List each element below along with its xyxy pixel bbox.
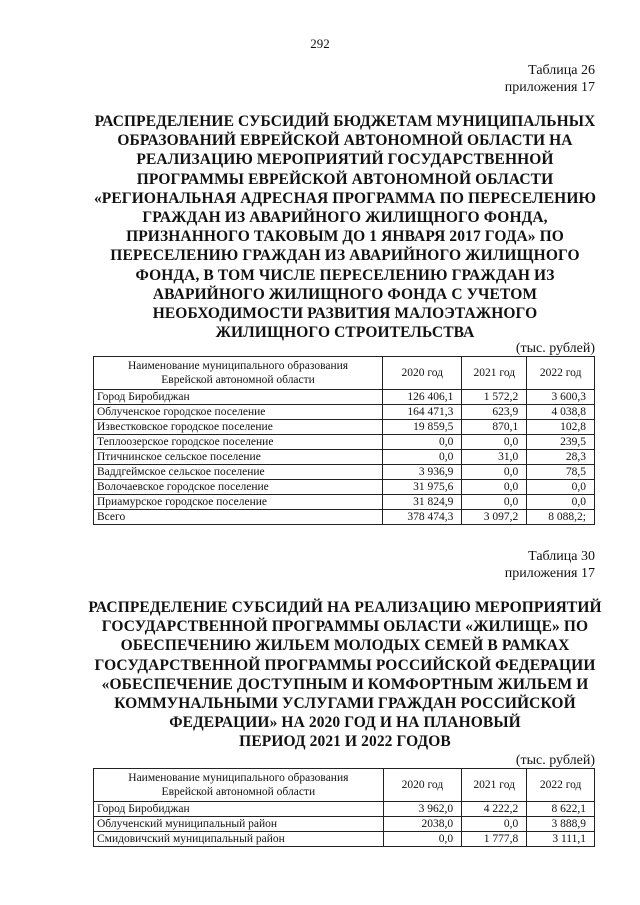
table26-heading-line: АВАРИЙНОГО ЖИЛИЩНОГО ФОНДА С УЧЕТОМ (152, 285, 538, 303)
cell-2021: 3 097,2 (462, 510, 527, 525)
header-name-line2: Еврейской автономной области (161, 786, 316, 798)
header-2020: 2020 год (383, 357, 462, 390)
table30-heading (70, 598, 620, 752)
header-name-line2: Еврейской автономной области (161, 374, 315, 386)
table30-heading-line: ПЕРИОД 2021 И 2022 ГОДОВ (239, 733, 451, 751)
cell-2022: 3 600,3 (527, 390, 595, 405)
table-row (94, 450, 595, 465)
header-name (94, 769, 384, 802)
page-number: 292 (310, 36, 330, 51)
table26 (93, 356, 595, 525)
cell-2021: 0,0 (462, 435, 527, 450)
table30-heading-line: ОБЕСПЕЧЕНИЮ ЖИЛЬЕМ МОЛОДЫХ СЕМЕЙ В РАМКАХ (120, 637, 570, 655)
cell-2020: 3 936,9 (383, 465, 462, 480)
table26-ref-line2: приложения 17 (504, 80, 595, 95)
table-row (94, 802, 595, 817)
cell-2020: 31 975,6 (383, 480, 462, 495)
cell-2022: 102,8 (527, 420, 595, 435)
table26-heading-line: РАСПРЕДЕЛЕНИЕ СУБСИДИЙ БЮДЖЕТАМ МУНИЦИПАЛЬНЫХ (94, 113, 596, 130)
cell-2022: 239,5 (527, 435, 595, 450)
cell-2022: 78,5 (527, 465, 595, 480)
table30-heading-line: ГОСУДАРСТВЕННОЙ ПРОГРАММЫ РОССИЙСКОЙ ФЕДЕРАЦИИ (94, 656, 596, 674)
table26-heading-line: ОБРАЗОВАНИЙ ЕВРЕЙСКОЙ АВТОНОМНОЙ ОБЛАСТИ НА (117, 132, 573, 150)
table26-heading-line: НЕОБХОДИМОСТИ РАЗВИТИЯ МАЛОЭТАЖНОГО (152, 305, 538, 323)
cell-2021: 623,9 (462, 405, 527, 420)
cell-2021: 4 222,2 (462, 802, 527, 817)
cell-2022: 28,3 (527, 450, 595, 465)
cell-name: Птичнинское сельское поселение (94, 450, 383, 465)
cell-2022: 3 888,9 (527, 817, 595, 832)
cell-name: Всего (94, 510, 383, 525)
cell-2022: 8 622,1 (527, 802, 595, 817)
cell-2021: 870,1 (462, 420, 527, 435)
header-2022: 2022 год (527, 769, 595, 802)
table30-units: (тыс. рублей) (515, 753, 595, 768)
table30-heading-line: РАСПРЕДЕЛЕНИЕ СУБСИДИЙ НА РЕАЛИЗАЦИЮ МЕРОПРИЯТИЙ (88, 599, 602, 616)
cell-2021: 0,0 (462, 480, 527, 495)
cell-name: Город Биробиджан (94, 802, 384, 817)
header-name-line1: Наименование муниципального образования (128, 772, 349, 784)
header-name (94, 357, 383, 390)
table-row (94, 832, 595, 847)
cell-name: Ваддгеймское сельское поселение (94, 465, 383, 480)
cell-2022: 0,0 (527, 495, 595, 510)
header-2021: 2021 год (462, 769, 527, 802)
table-row (94, 405, 595, 420)
table26-heading-line: ЖИЛИЩНОГО СТРОИТЕЛЬСТВА (215, 324, 475, 342)
cell-2020: 3 962,0 (383, 802, 461, 817)
header-2021: 2021 год (462, 357, 527, 390)
cell-2021: 0,0 (462, 465, 527, 480)
header-2020: 2020 год (383, 769, 461, 802)
table26-heading-line: «РЕГИОНАЛЬНАЯ АДРЕСНАЯ ПРОГРАММА ПО ПЕРЕСЕЛЕНИЮ (93, 189, 597, 207)
table-row (94, 495, 595, 510)
table-row (94, 510, 595, 525)
cell-name: Смидовичский муниципальный район (94, 832, 384, 847)
table26-units: (тыс. рублей) (515, 341, 595, 356)
cell-2021: 31,0 (462, 450, 527, 465)
cell-2022: 0,0 (527, 480, 595, 495)
cell-2020: 0,0 (383, 450, 462, 465)
cell-2020: 164 471,3 (383, 405, 462, 420)
table26-heading (70, 112, 620, 342)
header-name-line1: Наименование муниципального образования (127, 360, 349, 372)
table26-heading-line: ПЕРЕСЕЛЕНИЮ ГРАЖДАН ИЗ АВАРИЙНОГО ЖИЛИЩНОГО (110, 247, 580, 265)
cell-2020: 2038,0 (383, 817, 461, 832)
table26-heading-line: РЕАЛИЗАЦИЮ МЕРОПРИЯТИЙ ГОСУДАРСТВЕННОЙ (136, 151, 554, 169)
table26-heading-line: ПРОГРАММЫ ЕВРЕЙСКОЙ АВТОНОМНОЙ ОБЛАСТИ (136, 170, 554, 188)
cell-name: Известковское городское поселение (94, 420, 383, 435)
table-row (94, 420, 595, 435)
cell-2020: 126 406,1 (383, 390, 462, 405)
table-row (94, 465, 595, 480)
cell-2020: 31 824,9 (383, 495, 462, 510)
cell-name: Облученский муниципальный район (94, 817, 384, 832)
table30-header-row (94, 769, 595, 802)
cell-2020: 0,0 (383, 832, 461, 847)
cell-2020: 378 474,3 (383, 510, 462, 525)
cell-2021: 1 572,2 (462, 390, 527, 405)
cell-name: Приамурское городское поселение (94, 495, 383, 510)
cell-name: Теплоозерское городское поселение (94, 435, 383, 450)
cell-2021: 0,0 (462, 495, 527, 510)
table26-heading-line: ГРАЖДАН ИЗ АВАРИЙНОГО ЖИЛИЩНОГО ФОНДА, (142, 209, 548, 227)
cell-2020: 0,0 (383, 435, 462, 450)
table26-ref-line1: Таблица 26 (528, 63, 595, 78)
header-2022: 2022 год (527, 357, 595, 390)
cell-2021: 1 777,8 (462, 832, 527, 847)
cell-2022: 3 111,1 (527, 832, 595, 847)
table26-heading-line: ПРИЗНАННОГО ТАКОВЫМ ДО 1 ЯНВАРЯ 2017 ГОДА» ПО (126, 228, 564, 246)
table30-ref-line1: Таблица 30 (528, 549, 595, 564)
table-row (94, 390, 595, 405)
cell-2022: 4 038,8 (527, 405, 595, 420)
cell-2020: 19 859,5 (383, 420, 462, 435)
cell-name: Облученское городское поселение (94, 405, 383, 420)
table-row (94, 817, 595, 832)
table-row (94, 435, 595, 450)
table26-heading-line: ФОНДА, В ТОМ ЧИСЛЕ ПЕРЕСЕЛЕНИЮ ГРАЖДАН ИЗ (135, 266, 555, 284)
table30-heading-line: КОММУНАЛЬНЫМИ УСЛУГАМИ ГРАЖДАН РОССИЙСКОЙ (114, 695, 576, 713)
cell-name: Город Биробиджан (94, 390, 383, 405)
table30-heading-line: ГОСУДАРСТВЕННОЙ ПРОГРАММЫ ОБЛАСТИ «ЖИЛИЩЕ» ПО (101, 618, 589, 636)
table30 (93, 768, 595, 847)
table30-ref-line2: приложения 17 (504, 566, 595, 581)
cell-name: Волочаевское городское поселение (94, 480, 383, 495)
table30-heading-line: ФЕДЕРАЦИИ» НА 2020 ГОД И НА ПЛАНОВЫЙ (169, 714, 521, 732)
table-row (94, 480, 595, 495)
table30-heading-line: «ОБЕСПЕЧЕНИЕ ДОСТУПНЫМ И КОМФОРТНЫМ ЖИЛЬЕМ И (101, 675, 589, 693)
cell-2022: 8 088,2; (527, 510, 595, 525)
table30-reference (505, 548, 595, 582)
table26-reference (505, 62, 595, 96)
cell-2021: 0,0 (462, 817, 527, 832)
table26-header-row (94, 357, 595, 390)
